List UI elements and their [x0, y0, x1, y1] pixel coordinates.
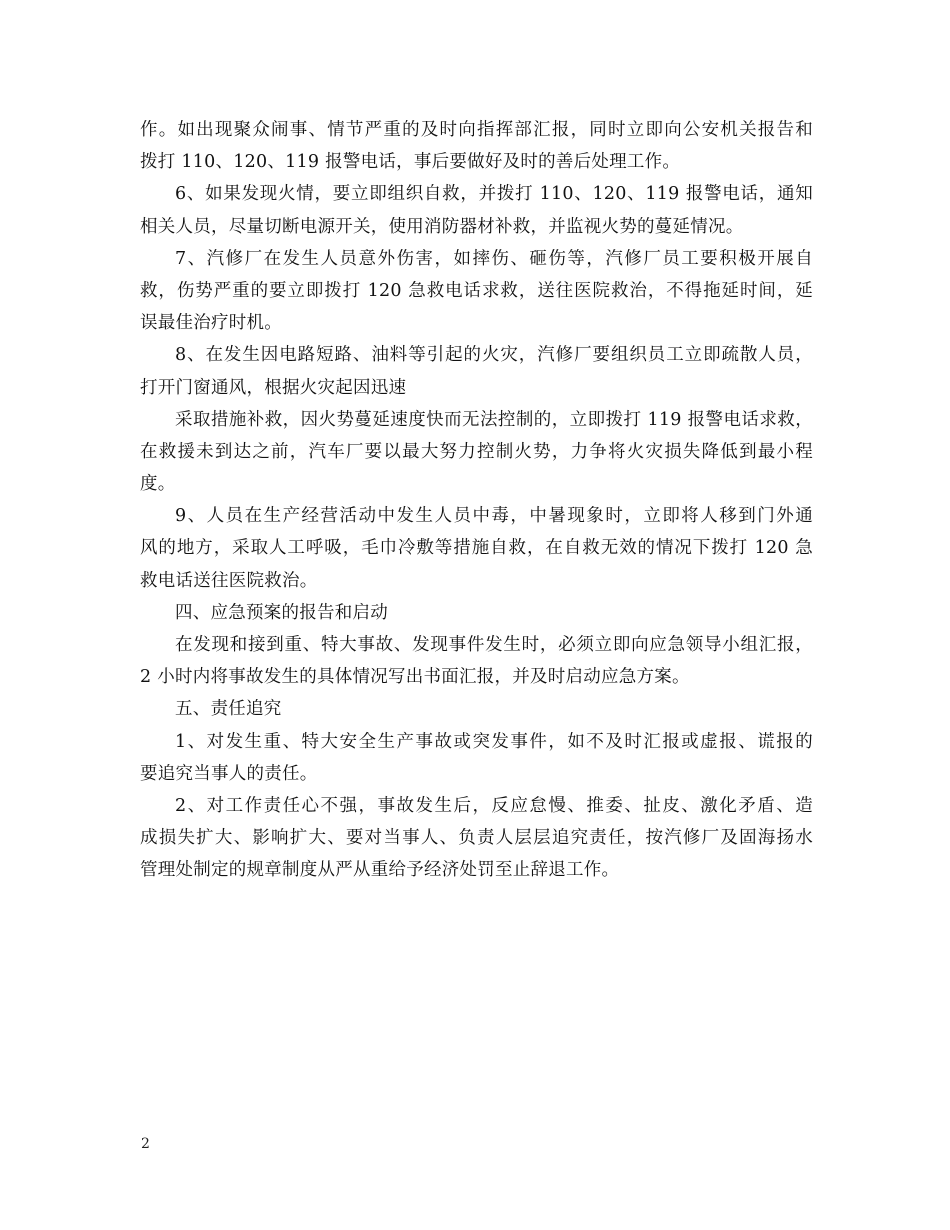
text-line: 拨打 110、120、119 报警电话，事后要做好及时的善后处理工作。	[140, 152, 681, 173]
text-line: 度。	[140, 474, 176, 495]
text-line: 采取措施补救，因火势蔓延速度快而无法控制的，立即拨打 119 报警电话求救，	[175, 409, 813, 430]
text-line: 误最佳治疗时机。	[140, 313, 282, 334]
text-line: 作。如出现聚众闹事、情节严重的及时向指挥部汇报，同时立即向公安机关报告和	[140, 120, 813, 140]
text-line: 9、人员在生产经营活动中发生人员中毒，中暑现象时，立即将人移到门外通	[175, 506, 813, 527]
text-line: 成损失扩大、影响扩大、要对当事人、负责人层层追究责任，按汽修厂及固海扬水	[140, 828, 813, 849]
text-line: 相关人员，尽量切断电源开关，使用消防器材补救，并监视火势的蔓延情况。	[140, 216, 744, 237]
text-line: 2 小时内将事故发生的具体情况写出书面汇报，并及时启动应急方案。	[140, 667, 690, 688]
text-line: 8、在发生因电路短路、油料等引起的火灾，汽修厂要组织员工立即疏散人员，	[175, 345, 813, 366]
text-line: 7、汽修厂在发生人员意外伤害，如摔伤、砸伤等，汽修厂员工要积极开展自	[175, 248, 813, 269]
text-line: 管理处制定的规章制度从严从重给予经济处罚至止辞退工作。	[140, 860, 620, 881]
text-line: 1、对发生重、特大安全生产事故或突发事件，如不及时汇报或虚报、谎报的	[175, 731, 813, 752]
page-number: 2	[141, 1136, 150, 1152]
text-line: 在救援未到达之前，汽车厂要以最大努力控制火势，力争将火灾损失降低到最小程	[140, 441, 813, 462]
text-line: 救，伤势严重的要立即拨打 120 急救电话求救，送往医院救治，不得拖延时间，延	[140, 280, 813, 301]
text-line: 6、如果发现火情，要立即组织自救，并拨打 110、120、119 报警电话，通知	[175, 184, 813, 205]
text-line: 2、对工作责任心不强，事故发生后，反应怠慢、推委、扯皮、激化矛盾、造	[175, 795, 813, 816]
text-line: 风的地方，采取人工呼吸，毛巾冷敷等措施自救，在自救无效的情况下拨打 120 急	[140, 538, 813, 559]
text-line: 在发现和接到重、特大事故、发现事件发生时，必须立即向应急领导小组汇报，	[175, 635, 813, 655]
document-body	[140, 114, 813, 887]
text-line: 要追究当事人的责任。	[140, 763, 318, 784]
text-line: 救电话送往医院救治。	[140, 570, 318, 591]
text-line: 打开门窗通风，根据火灾起因迅速	[140, 377, 407, 398]
text-line: 四、应急预案的报告和启动	[175, 602, 388, 623]
text-line: 五、责任追究	[175, 699, 282, 720]
